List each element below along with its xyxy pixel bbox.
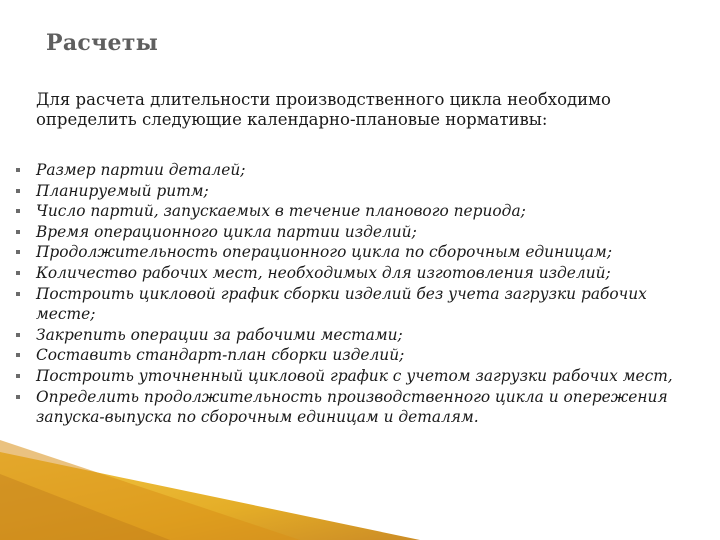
list-item-text: Планируемый ритм; <box>36 181 209 200</box>
list-item-text: Определить продолжительность производственного цикла и опережения запуска-выпуска по сборочным единицам и деталям. <box>36 387 668 427</box>
list-item-text: Составить стандарт-план сборки изделий; <box>36 346 405 365</box>
square-bullet-icon <box>16 292 20 296</box>
square-bullet-icon <box>16 374 20 378</box>
square-bullet-icon <box>16 168 20 172</box>
list-item <box>0 366 676 387</box>
list-item-text: Число партий, запускаемых в течение планового периода; <box>36 202 526 221</box>
square-bullet-icon <box>16 353 20 357</box>
list-item-text: Построить уточненный цикловой график с учетом загрузки рабочих мест, <box>36 366 673 385</box>
list-item-text: Продолжительность операционного цикла по сборочным единицам; <box>36 243 613 262</box>
square-bullet-icon <box>16 230 20 234</box>
square-bullet-icon <box>16 250 20 254</box>
list-item <box>0 242 676 263</box>
list-item <box>0 284 676 325</box>
list-item-text: Построить цикловой график сборки изделий без учета загрузки рабочих месте; <box>36 284 647 324</box>
square-bullet-icon <box>16 395 20 399</box>
square-bullet-icon <box>16 333 20 337</box>
list-item <box>0 222 676 243</box>
list-item <box>0 160 676 181</box>
norms-list <box>0 160 720 428</box>
square-bullet-icon <box>16 209 20 213</box>
gold-corner-swoosh <box>0 440 420 540</box>
intro-paragraph: Для расчета длительности производственного цикла необходимо определить следующие календарно-плановые нормативы: <box>36 90 611 129</box>
list-item <box>0 201 676 222</box>
list-item-text: Время операционного цикла партии изделий; <box>36 222 417 241</box>
list-item <box>0 387 676 428</box>
square-bullet-icon <box>16 189 20 193</box>
list-item <box>0 345 676 366</box>
list-item-text: Закрепить операции за рабочими местами; <box>36 325 403 344</box>
list-item <box>0 263 676 284</box>
list-item-text: Размер партии деталей; <box>36 161 246 179</box>
slide-title: Расчеты <box>46 30 159 56</box>
list-item-text: Количество рабочих мест, необходимых для изготовления изделий; <box>36 263 611 282</box>
square-bullet-icon <box>16 271 20 275</box>
list-item <box>0 325 676 346</box>
list-item <box>0 181 676 202</box>
